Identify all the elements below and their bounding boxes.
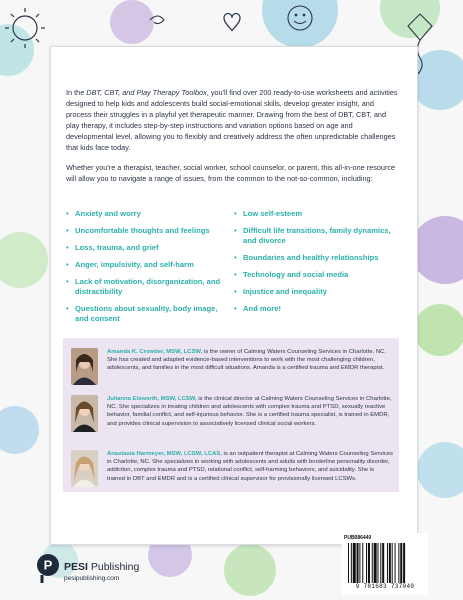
- list-item: • Lack of motivation, disorganization, and distractibility: [66, 277, 221, 296]
- purple-watercolor-circle: [110, 0, 154, 44]
- isbn-digits: 9 781683 737049: [355, 583, 415, 590]
- list-item: • Injustice and inequality: [234, 287, 327, 296]
- topics-list-right: [234, 209, 404, 321]
- intro-paragraph: [66, 87, 400, 154]
- item-code: PUB086440: [344, 535, 372, 541]
- author-photo: [71, 450, 98, 487]
- publisher-logo: [36, 553, 176, 587]
- author-photo: [71, 348, 98, 385]
- pesi-logo-icon: [36, 553, 60, 583]
- bullet-icon: •: [234, 226, 237, 235]
- list-item: • Technology and social media: [234, 270, 349, 279]
- pesi-logo-letter: P: [43, 557, 53, 573]
- bullet-icon: •: [234, 304, 237, 313]
- list-item: • Anger, impulsivity, and self-harm: [66, 260, 194, 269]
- bullet-icon: •: [66, 260, 69, 269]
- intro-text-start: In the: [66, 88, 87, 97]
- author-bios-box: [63, 338, 399, 492]
- list-item: • Uncomfortable thoughts and feelings: [66, 226, 210, 235]
- bullet-icon: •: [234, 253, 237, 262]
- list-item: • And more!: [234, 304, 281, 313]
- book-title: DBT, CBT, and Play Therapy Toolbox: [86, 88, 207, 97]
- author-name: Julianna Elsworth, MSW, LCSW,: [107, 396, 197, 402]
- isbn-barcode: [342, 533, 428, 595]
- bullet-icon: •: [66, 209, 69, 218]
- teal-watercolor-circle: [0, 24, 34, 76]
- bullet-icon: •: [66, 277, 69, 286]
- bullet-icon: •: [234, 270, 237, 279]
- list-item: • Loss, trauma, and grief: [66, 243, 159, 252]
- topics-list: [66, 209, 406, 339]
- green-watercolor-circle: [0, 232, 48, 288]
- green-watercolor-circle: [414, 304, 463, 356]
- bullet-icon: •: [234, 209, 237, 218]
- topics-list-left: [66, 209, 231, 331]
- author-name: Anastasia Harmeyer, MSW, LCSW, LCAS,: [107, 451, 222, 457]
- list-item: • Low self-esteem: [234, 209, 303, 218]
- list-item: • Difficult life transitions, family dynamics, and divorce: [234, 226, 391, 245]
- list-item: • Anxiety and worry: [66, 209, 141, 218]
- barcode-bars: [348, 543, 422, 583]
- blue-watercolor-circle: [417, 442, 463, 498]
- author-bio: Amanda K. Crowder, MSW, LCSW, is the owner of Calming Waters Counseling Services in Charlotte, NC. She has created and adapted evidence-based interventions to work with the most challenging children, adolescents, and families in the most difficult situations. Amanda is a certified trauma and EMDR therapist.: [107, 349, 387, 372]
- bullet-icon: •: [66, 243, 69, 252]
- green-watercolor-circle: [224, 544, 276, 596]
- green-watercolor-circle: [380, 0, 440, 38]
- bullet-icon: •: [66, 304, 69, 313]
- list-item: • Boundaries and healthy relationships: [234, 253, 379, 262]
- publisher-name: PESI Publishing: [64, 561, 140, 573]
- bullet-icon: •: [234, 287, 237, 296]
- heart-doodle-icon: [224, 14, 240, 32]
- author-photo: [71, 395, 98, 432]
- purple-watercolor-circle: [411, 216, 463, 284]
- author-bio: Anastasia Harmeyer, MSW, LCSW, LCAS, is an outpatient therapist at Calming Waters Counseling Services in Charlotte, NC. She specializes in working with adolescents and adults with borderline personality disorder, addiction, complex trauma and PTSD, relational conflict, self-harming behaviors, and suicidality. She is trained in DBT and EMDR and is a certified clinical supervisor for provisionally licensed LCSWs.: [107, 451, 393, 482]
- list-item: • Questions about sexuality, body image, and consent: [66, 304, 218, 323]
- audience-paragraph: Whether you're a therapist, teacher, social worker, school counselor, or parent, this all-in-one resource will allow you to navigate a range of issues, from the common to the not-so-common, including:: [66, 163, 396, 184]
- blue-watercolor-circle: [0, 406, 39, 454]
- author-name: Amanda K. Crowder, MSW, LCSW,: [107, 349, 203, 355]
- publisher-url: pesipublishing.com: [64, 575, 120, 582]
- bullet-icon: •: [66, 226, 69, 235]
- author-bio: Julianna Elsworth, MSW, LCSW, is the clinical director at Calming Waters Counseling Services in Charlotte, NC. She specializes in treating children and adolescents with complex trauma and PTSD, sexually reactive behavior, familial conflict, and self-injurious behavior. She is a certified trauma specialist, is trained in EMDR, and provides clinical supervision to associatively licensed clinical social workers.: [107, 396, 392, 427]
- intro-text-rest: , you'll find over 200 ready-to-use worksheets and activities designed to help kids and adolescents build social-emotional skills, develop greater insight, and process their struggles in a playful yet therapeutic manner. Drawing from the best of DBT, CBT, and play therapy, it includes step-by-step instructions and variation options based on age and developmental level, allowing you to flexibly and creatively address the often unpredictable challenges that kids face today.: [66, 88, 398, 153]
